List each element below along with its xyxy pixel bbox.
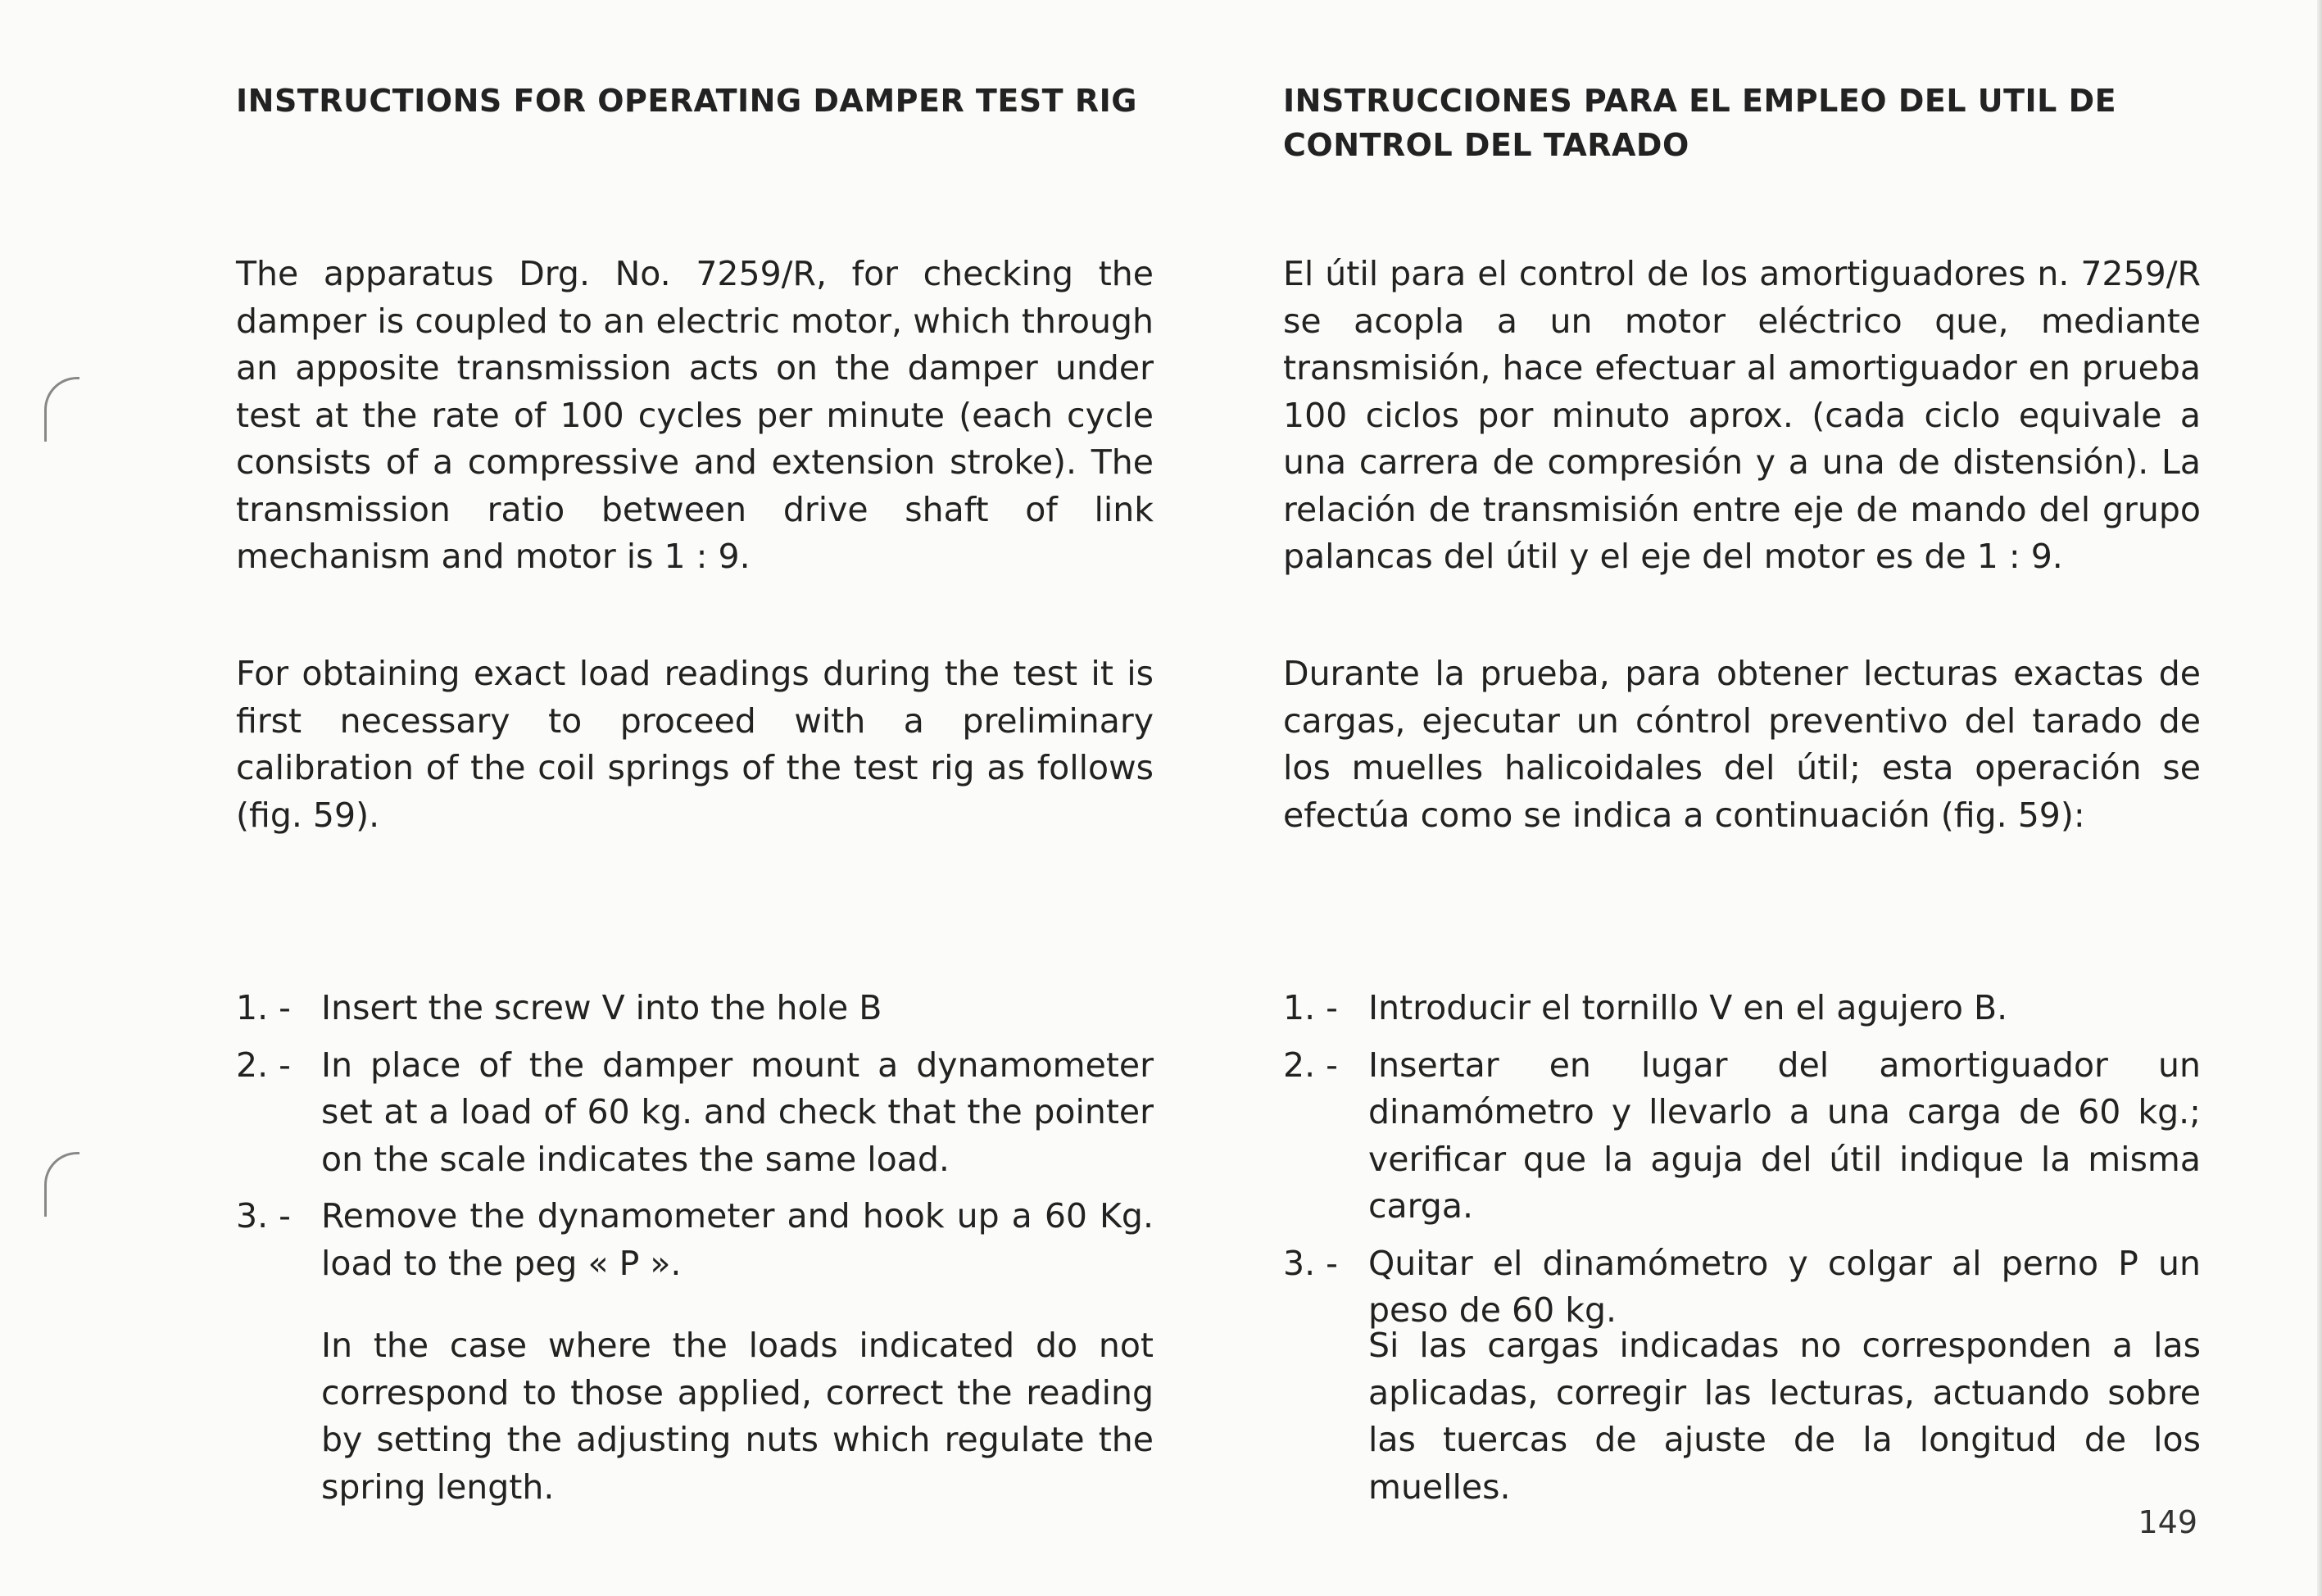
step-text: Insert the screw V into the hole B — [321, 988, 882, 1027]
step-number: 3. - — [1283, 1243, 1338, 1283]
step-number: 2. - — [1283, 1045, 1338, 1085]
spanish-step-3 — [1283, 1240, 2201, 1335]
english-steps — [236, 985, 1154, 1297]
spanish-note: Si las cargas indicadas no corresponden a las aplicadas, corregir las lecturas, actuando sobre las tuercas de ajuste de la longitud de los muelles. — [1368, 1326, 2201, 1507]
page-number: 149 — [2138, 1504, 2197, 1540]
spanish-step-1 — [1283, 985, 2201, 1032]
step-number: 3. - — [236, 1196, 291, 1236]
binder-hole-top — [44, 377, 79, 442]
spanish-paragraph-1: El útil para el control de los amortiguadores n. 7259/R se acopla a un motor eléctrico que, mediante transmisión, hace efectuar al amortiguador en prueba 100 ciclos por minuto aprox. (cada ciclo equivale a una carrera de compresión y a una de distensión). La relación de transmisión entre eje de mando del grupo palancas del útil y el eje del motor es de 1 : 9. — [1283, 254, 2201, 576]
spanish-title: INSTRUCCIONES PARA EL EMPLEO DEL UTIL DE CONTROL DEL TARADO — [1283, 83, 2117, 163]
step-text: Introducir el tornillo V en el agujero B. — [1368, 988, 2008, 1027]
english-step-2 — [236, 1042, 1154, 1184]
page-edge — [2317, 0, 2322, 1596]
english-step-3 — [236, 1193, 1154, 1287]
spanish-step-2 — [1283, 1042, 2201, 1231]
spanish-steps — [1283, 985, 2201, 1344]
step-number: 1. - — [236, 988, 291, 1027]
english-note: In the case where the loads indicated do not correspond to those applied, correct the reading by setting the adjusting nuts which regulate the spring length. — [321, 1326, 1154, 1507]
english-paragraph-2: For obtaining exact load readings during the test it is first necessary to proceed with a preliminary calibration of the coil springs of the test rig as follows (fig. 59). — [236, 654, 1154, 835]
step-text: Quitar el dinamómetro y colgar al perno P un peso de 60 kg. — [1368, 1243, 2201, 1330]
step-number: 1. - — [1283, 988, 1338, 1027]
english-title: INSTRUCTIONS FOR OPERATING DAMPER TEST RIG — [236, 83, 1137, 119]
english-paragraph-1: The apparatus Drg. No. 7259/R, for checking the damper is coupled to an electric motor, which through an apposite transmission acts on the damper under test at the rate of 100 cycles per minute (each cycle consists of a compressive and extension stroke). The transmission ratio between drive shaft of link mechanism and motor is 1 : 9. — [236, 254, 1154, 576]
step-text: In place of the damper mount a dynamometer set at a load of 60 kg. and check that the pointer on the scale indicates the same load. — [321, 1045, 1154, 1179]
english-column — [236, 79, 1154, 1507]
spanish-paragraph-2: Durante la prueba, para obtener lecturas exactas de cargas, ejecutar un cóntrol preventivo del tarado de los muelles halicoidales del útil; esta operación se efectúa como se indica a continuación (fig. 59): — [1283, 654, 2201, 835]
spanish-column — [1283, 79, 2201, 1507]
step-number: 2. - — [236, 1045, 291, 1085]
english-step-1 — [236, 985, 1154, 1032]
step-text: Insertar en lugar del amortiguador un dinamómetro y llevarlo a una carga de 60 kg.; verificar que la aguja del útil indique la misma carga. — [1368, 1045, 2201, 1226]
step-text: Remove the dynamometer and hook up a 60 Kg. load to the peg « P ». — [321, 1196, 1154, 1283]
binder-hole-bottom — [44, 1152, 79, 1217]
